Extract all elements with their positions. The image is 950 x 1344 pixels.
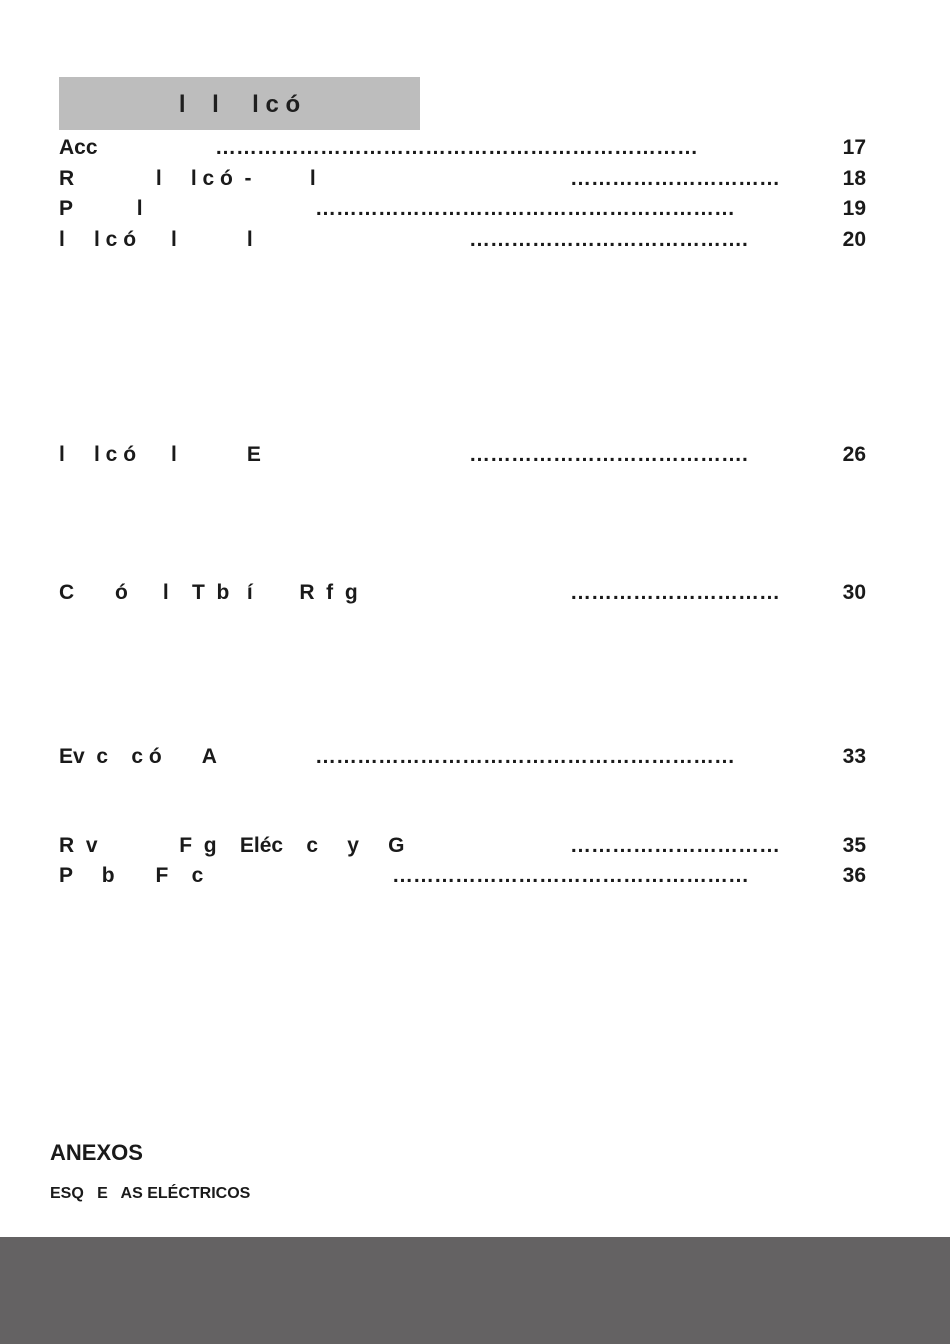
toc-page-number: 35	[842, 834, 866, 857]
toc-entry[interactable]	[59, 440, 866, 470]
toc-entry-title: P l	[59, 197, 143, 220]
toc-leader: ………………………………….	[469, 228, 748, 251]
toc-leader: ……………………………………………	[392, 864, 749, 887]
toc-leader: …………………………	[570, 581, 780, 604]
toc-leader: ……………………………………………………	[315, 197, 735, 220]
toc-leader: ……………………………………………………………	[215, 136, 698, 159]
toc-entry[interactable]	[59, 578, 866, 608]
toc-entry-title: P b F c	[59, 864, 204, 887]
toc-page-number: 30	[842, 581, 866, 604]
toc-page-number: 18	[842, 167, 866, 190]
toc-leader: ……………………………………………………	[315, 745, 735, 768]
toc-page-number: 17	[842, 136, 866, 159]
toc-entry[interactable]	[59, 742, 866, 772]
toc-page-number: 33	[842, 745, 866, 768]
toc-entry-title: Ev c c ó A	[59, 745, 217, 768]
toc-leader: …………………………	[570, 834, 780, 857]
toc-page-number: 26	[842, 443, 866, 466]
toc-entry[interactable]	[59, 831, 866, 861]
toc-page-number: 19	[842, 197, 866, 220]
toc-entry-title: C ó l T b í R f g	[59, 581, 358, 604]
toc-entry-title: l l c ó l E	[59, 443, 261, 466]
section-title: l l l c ó	[178, 91, 301, 118]
toc-entry[interactable]	[59, 133, 866, 163]
toc-entry-title: l l c ó l l	[59, 228, 253, 251]
annex-heading: ANEXOS	[50, 1140, 143, 1165]
toc-entry[interactable]	[59, 194, 866, 224]
toc-entry[interactable]	[59, 164, 866, 194]
annex-item[interactable]: ESQ E AS ELÉCTRICOS	[50, 1185, 251, 1202]
section-header	[59, 77, 420, 130]
footer-band	[0, 1237, 950, 1344]
toc-page-number: 20	[842, 228, 866, 251]
toc-entry[interactable]	[59, 225, 866, 255]
toc-leader: ………………………………….	[469, 443, 748, 466]
toc-page-number: 36	[842, 864, 866, 887]
toc-leader: …………………………	[570, 167, 780, 190]
toc-entry-title: R l l c ó - l	[59, 167, 316, 190]
toc-entry-title: R v F g Eléc c y G	[59, 834, 405, 857]
toc-entry[interactable]	[59, 861, 866, 891]
toc-entry-title: Acc	[59, 136, 98, 159]
